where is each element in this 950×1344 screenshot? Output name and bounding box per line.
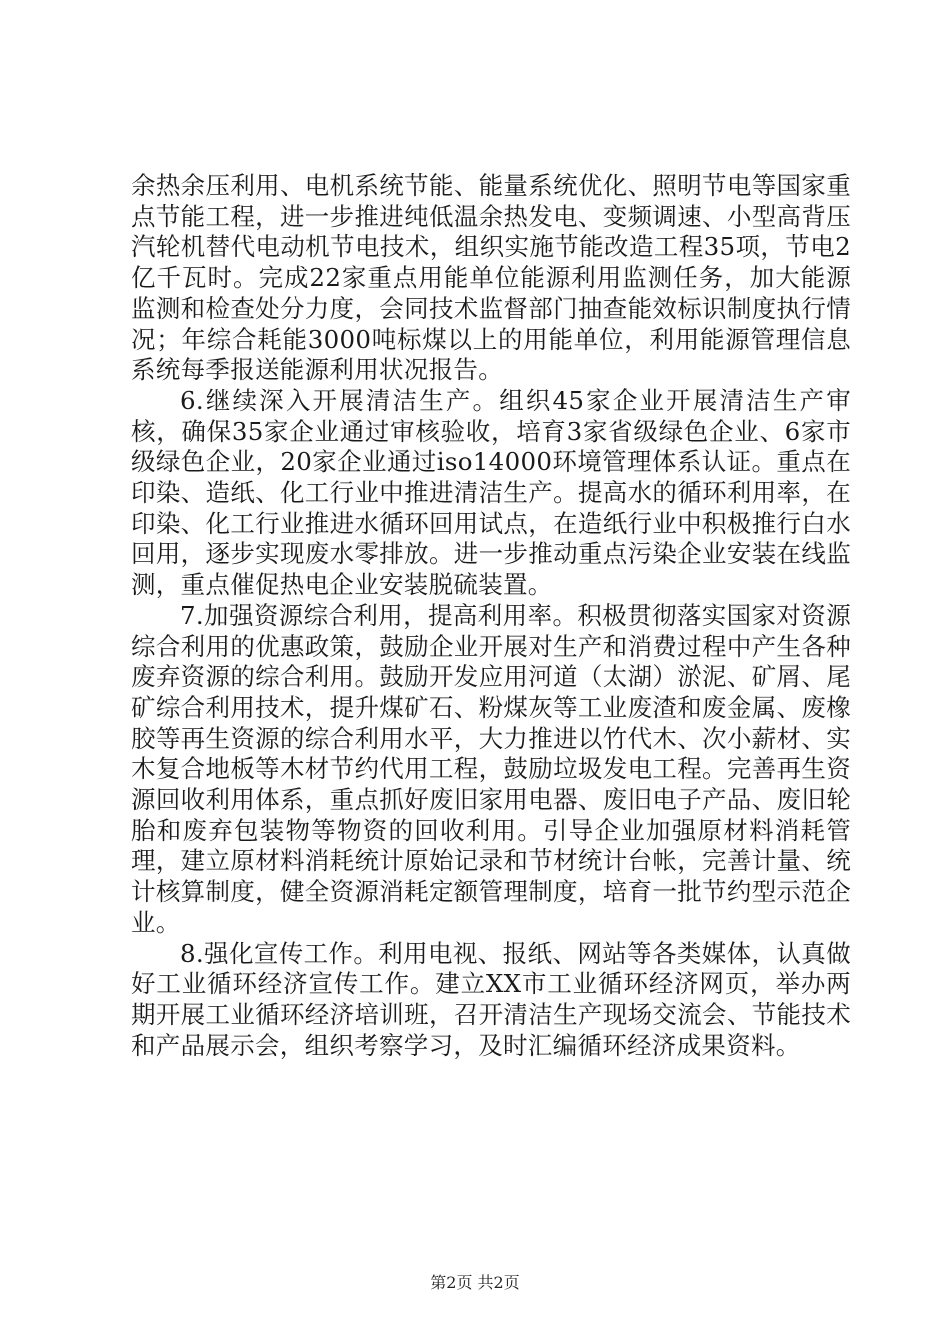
paragraph-item-6: 6.继续深入开展清洁生产。组织45家企业开展清洁生产审核，确保35家企业通过审核验收，培育3家省级绿色企业、6家市级绿色企业，20家企业通过iso14000环境管理体系认证。重点在印染、造纸、化工行业中推进清洁生产。提高水的循环利用率，在印染、化工行业推进水循环回用试点，在造纸行业中积极推行白水回用，逐步实现废水零排放。进一步推动重点污染企业安装在线监测，重点催促热电企业安装脱硫装置。 xyxy=(131,385,851,600)
paragraph-item-7: 7.加强资源综合利用，提高利用率。积极贯彻落实国家对资源综合利用的优惠政策，鼓励企业开展对生产和消费过程中产生各种废弃资源的综合利用。鼓励开发应用河道（太湖）淤泥、矿屑、尾矿综合利用技术，提升煤矿石、粉煤灰等工业废渣和废金属、废橡胶等再生资源的综合利用水平，大力推进以竹代木、次小薪材、实木复合地板等木材节约代用工程，鼓励垃圾发电工程。完善再生资源回收利用体系，重点抓好废旧家用电器、废旧电子产品、废旧轮胎和废弃包装物等物资的回收利用。引导企业加强原材料消耗管理，建立原材料消耗统计原始记录和节材统计台帐，完善计量、统计核算制度，健全资源消耗定额管理制度，培育一批节约型示范企业。 xyxy=(131,600,851,937)
page-number-footer: 第2页 共2页 xyxy=(430,1273,520,1292)
paragraph-item-8: 8.强化宣传工作。利用电视、报纸、网站等各类媒体，认真做好工业循环经济宣传工作。建立XX市工业循环经济网页，举办两期开展工业循环经济培训班，召开清洁生产现场交流会、节能技术和产品展示会，组织考察学习，及时汇编循环经济成果资料。 xyxy=(131,938,851,1060)
paragraph-continued: 余热余压利用、电机系统节能、能量系统优化、照明节电等国家重点节能工程，进一步推进纯低温余热发电、变频调速、小型高背压汽轮机替代电动机节电技术，组织实施节能改造工程35项，节电2亿千瓦时。完成22家重点用能单位能源利用监测任务，加大能源监测和检查处分力度，会同技术监督部门抽查能效标识制度执行情况；年综合耗能3000吨标煤以上的用能单位，利用能源管理信息系统每季报送能源利用状况报告。 xyxy=(131,171,851,385)
document-body xyxy=(131,171,851,1061)
